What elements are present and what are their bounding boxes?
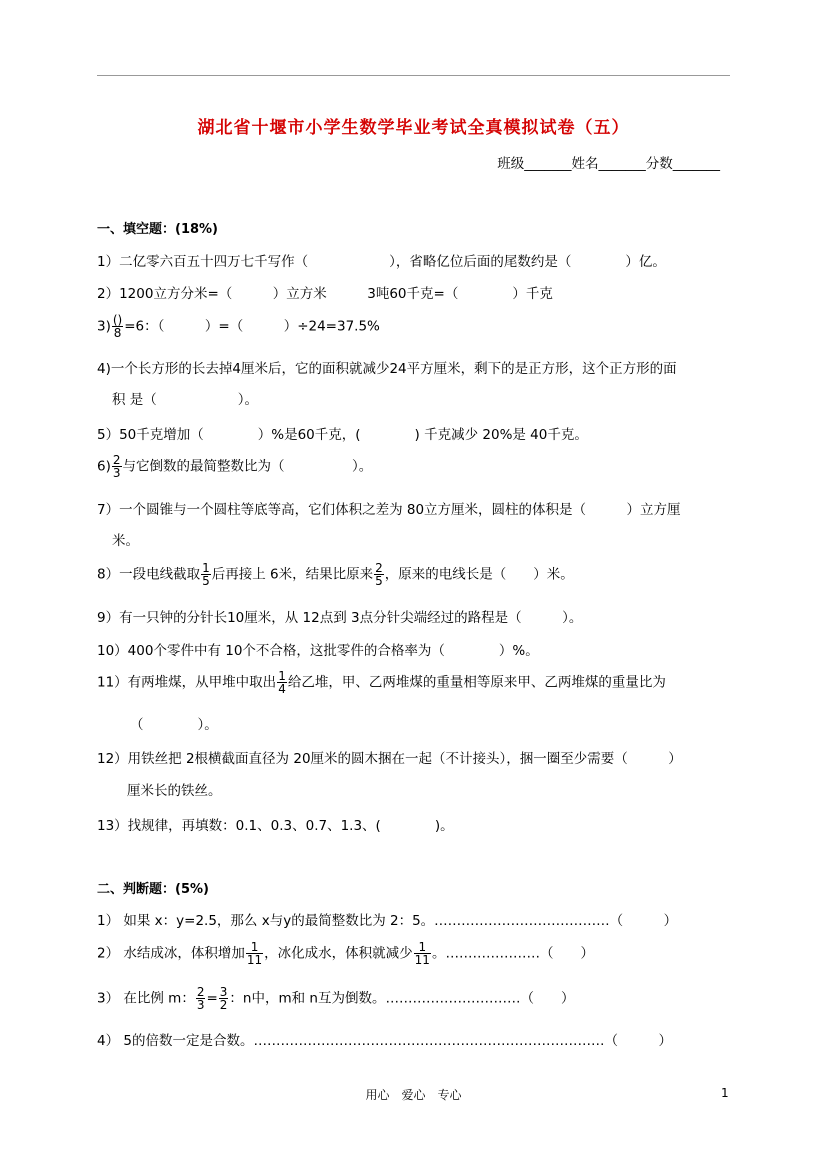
page-footer: 用心 爱心 专心 — [365, 1088, 462, 1102]
judgement-2: 2） 水结成冰，体积增加 $\frac{1}{11}$ ，冰化成水，体积就减少 $\frac{1}{11}$ 。…………………（ ） — [97, 940, 594, 967]
page-number: 1 — [721, 1086, 729, 1100]
question-13: 13）找规律，再填数：0.1、0.3、0.7、1.3、( )。 — [97, 818, 454, 834]
page-title: 湖北省十堰市小学生数学毕业考试全真模拟试卷（五） — [197, 118, 630, 138]
question-10: 10）400个零件中有 10个不合格，这批零件的合格率为（ ）%。 — [97, 643, 539, 659]
question-7-line1: 7）一个圆锥与一个圆柱等底等高，它们体积之差为 80立方厘米，圆柱的体积是（ ）立方厘 — [97, 502, 681, 518]
section-judgement: 二、判断题：(5%) — [97, 882, 209, 897]
question-3: 3) $\frac{()}{8}$ =6：（ ）=（ ）÷24=37.5% — [97, 313, 380, 340]
question-4-line2: 积 是（ ）。 — [112, 392, 259, 408]
question-12-line2: 厘米长的铁丝。 — [127, 783, 222, 799]
question-12-line1: 12）用铁丝把 2根横截面直径为 20厘米的圆木捆在一起（不计接头），捆一圈至少需要（ ） — [97, 751, 682, 767]
judgement-1: 1） 如果 x：y=2.5，那么 x与y的最简整数比为 2：5。…………………………………（ ） — [97, 913, 678, 929]
question-9: 9）有一只钟的分针长10厘米，从 12点到 3点分针尖端经过的路程是（ ）。 — [97, 610, 583, 626]
header-rule — [97, 75, 730, 76]
question-4-line1: 4)一个长方形的长去掉4厘米后，它的面积就减少24平方厘米，剩下的是正方形，这个正方形的面 — [97, 361, 677, 377]
fraction: $\frac{1}{5}$ — [202, 561, 210, 588]
fraction: $\frac{2}{3}$ — [196, 985, 205, 1012]
fraction: $\frac{2}{3}$ — [112, 453, 121, 480]
question-1: 1）二亿零六百五十四万七千写作（ ），省略亿位后面的尾数约是（ ）亿。 — [97, 254, 666, 270]
judgement-4: 4） 5的倍数一定是合数。……………………………………………………………………（ ） — [97, 1033, 672, 1049]
fraction: $\frac{1}{11}$ — [246, 940, 263, 967]
fraction: $\frac{2}{5}$ — [375, 561, 383, 588]
fraction: $\frac{3}{2}$ — [219, 985, 228, 1012]
question-2: 2）1200立方分米=（ ）立方米 3吨60千克=（ ）千克 — [97, 286, 553, 302]
section-fill-blank: 一、填空题：(18%) — [97, 222, 218, 237]
fraction: $\frac{1}{11}$ — [414, 940, 430, 967]
question-6: 6) $\frac{2}{3}$ 与它倒数的最简整数比为（ ）。 — [97, 453, 373, 480]
question-11-line2: （ ）。 — [130, 717, 218, 733]
fraction: $\frac{()}{8}$ — [112, 313, 123, 340]
fraction: $\frac{1}{4}$ — [278, 669, 286, 696]
question-5: 5）50千克增加（ ）%是60千克，( ) 千克减少 20%是 40千克。 — [97, 427, 588, 443]
question-7-line2: 米。 — [112, 533, 139, 549]
question-8: 8）一段电线截取 $\frac{1}{5}$ 后再接上 6米，结果比原来 $\frac{2}{5}$ ，原来的电线长是（ ）米。 — [97, 561, 574, 588]
question-11: 11）有两堆煤，从甲堆中取出 $\frac{1}{4}$ 给乙堆，甲、乙两堆煤的重量相等原来甲、乙两堆煤的重量比为 — [97, 669, 666, 696]
judgement-3: 3） 在比例 m： $\frac{2}{3}$ = $\frac{3}{2}$ ：n中，m和 n互为倒数。…………………………（ ） — [97, 985, 575, 1012]
student-info: 班级_______姓名_______分数_______ — [497, 156, 720, 172]
